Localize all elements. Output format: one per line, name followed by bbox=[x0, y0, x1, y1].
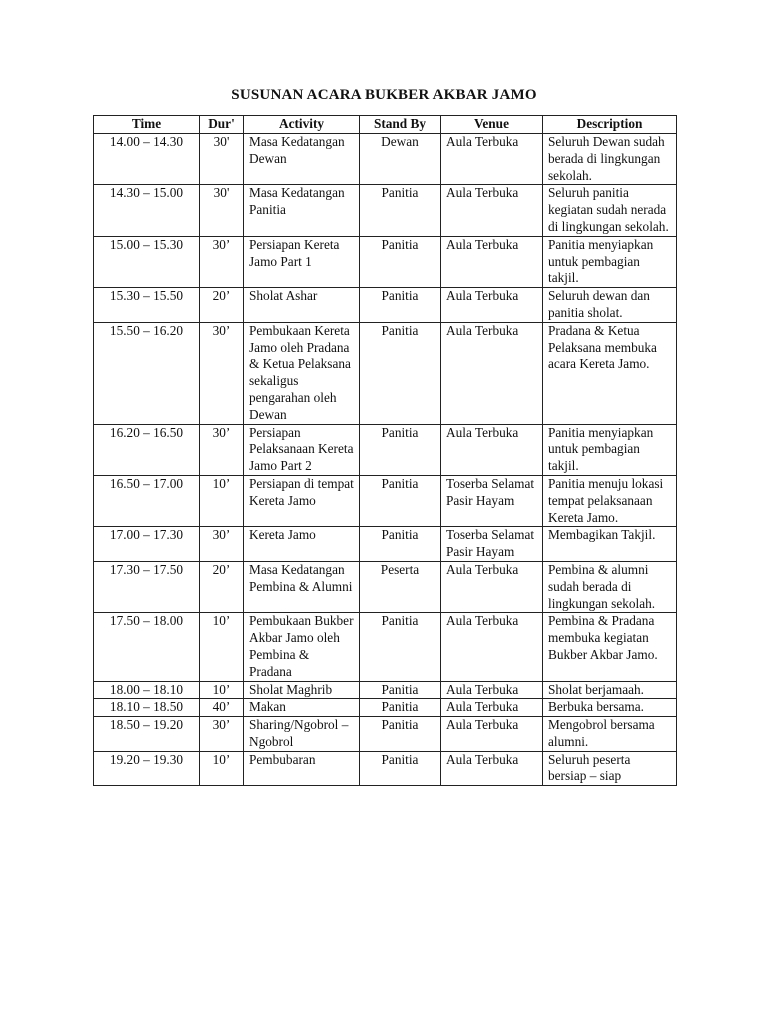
cell-stand-by: Panitia bbox=[360, 717, 441, 752]
cell-stand-by: Panitia bbox=[360, 699, 441, 717]
cell-activity: Kereta Jamo bbox=[244, 527, 360, 562]
cell-description: Mengobrol bersama alumni. bbox=[543, 717, 677, 752]
cell-venue: Aula Terbuka bbox=[441, 236, 543, 287]
cell-activity: Pembubaran bbox=[244, 751, 360, 786]
cell-stand-by: Panitia bbox=[360, 185, 441, 236]
cell-stand-by: Panitia bbox=[360, 527, 441, 562]
cell-time: 14.30 – 15.00 bbox=[94, 185, 200, 236]
table-row bbox=[94, 288, 677, 323]
cell-time: 16.50 – 17.00 bbox=[94, 475, 200, 526]
cell-duration: 20’ bbox=[200, 288, 244, 323]
cell-activity: Masa Kedatangan Pembina & Alumni bbox=[244, 561, 360, 612]
cell-time: 17.30 – 17.50 bbox=[94, 561, 200, 612]
cell-stand-by: Panitia bbox=[360, 288, 441, 323]
cell-venue: Aula Terbuka bbox=[441, 424, 543, 475]
table-row bbox=[94, 475, 677, 526]
cell-description: Seluruh panitia kegiatan sudah nerada di lingkungan sekolah. bbox=[543, 185, 677, 236]
cell-venue: Toserba Selamat Pasir Hayam bbox=[441, 527, 543, 562]
header-time: Time bbox=[94, 116, 200, 134]
table-row bbox=[94, 236, 677, 287]
cell-stand-by: Panitia bbox=[360, 751, 441, 786]
cell-description: Seluruh peserta bersiap – siap bbox=[543, 751, 677, 786]
cell-venue: Aula Terbuka bbox=[441, 681, 543, 699]
cell-description: Seluruh Dewan sudah berada di lingkungan sekolah. bbox=[543, 134, 677, 185]
table-row bbox=[94, 751, 677, 786]
table-row bbox=[94, 699, 677, 717]
table-row bbox=[94, 717, 677, 752]
cell-time: 15.00 – 15.30 bbox=[94, 236, 200, 287]
cell-activity: Masa Kedatangan Panitia bbox=[244, 185, 360, 236]
cell-duration: 30' bbox=[200, 134, 244, 185]
cell-stand-by: Panitia bbox=[360, 475, 441, 526]
cell-description: Pembina & alumni sudah berada di lingkungan sekolah. bbox=[543, 561, 677, 612]
cell-time: 18.50 – 19.20 bbox=[94, 717, 200, 752]
cell-stand-by: Peserta bbox=[360, 561, 441, 612]
cell-time: 17.50 – 18.00 bbox=[94, 613, 200, 681]
table-row bbox=[94, 185, 677, 236]
cell-description: Panitia menyiapkan untuk pembagian takjil. bbox=[543, 236, 677, 287]
cell-activity: Persiapan Pelaksanaan Kereta Jamo Part 2 bbox=[244, 424, 360, 475]
cell-duration: 30' bbox=[200, 185, 244, 236]
cell-description: Berbuka bersama. bbox=[543, 699, 677, 717]
cell-stand-by: Panitia bbox=[360, 681, 441, 699]
cell-duration: 30’ bbox=[200, 424, 244, 475]
cell-duration: 20’ bbox=[200, 561, 244, 612]
table-row bbox=[94, 561, 677, 612]
cell-venue: Aula Terbuka bbox=[441, 751, 543, 786]
cell-duration: 40’ bbox=[200, 699, 244, 717]
cell-time: 19.20 – 19.30 bbox=[94, 751, 200, 786]
cell-description: Pembina & Pradana membuka kegiatan Bukber Akbar Jamo. bbox=[543, 613, 677, 681]
cell-activity: Pembukaan Bukber Akbar Jamo oleh Pembina & Pradana bbox=[244, 613, 360, 681]
cell-description: Membagikan Takjil. bbox=[543, 527, 677, 562]
document-title: SUSUNAN ACARA BUKBER AKBAR JAMO bbox=[231, 87, 537, 103]
cell-activity: Sholat Maghrib bbox=[244, 681, 360, 699]
cell-duration: 30’ bbox=[200, 322, 244, 424]
table-row bbox=[94, 134, 677, 185]
header-duration: Dur' bbox=[200, 116, 244, 134]
cell-description: Seluruh dewan dan panitia sholat. bbox=[543, 288, 677, 323]
header-venue: Venue bbox=[441, 116, 543, 134]
cell-duration: 30’ bbox=[200, 236, 244, 287]
cell-activity: Pembukaan Kereta Jamo oleh Pradana & Ketua Pelaksana sekaligus pengarahan oleh Dewan bbox=[244, 322, 360, 424]
cell-time: 16.20 – 16.50 bbox=[94, 424, 200, 475]
cell-venue: Aula Terbuka bbox=[441, 134, 543, 185]
table-row bbox=[94, 322, 677, 424]
cell-venue: Aula Terbuka bbox=[441, 288, 543, 323]
cell-stand-by: Panitia bbox=[360, 322, 441, 424]
cell-time: 15.30 – 15.50 bbox=[94, 288, 200, 323]
cell-stand-by: Panitia bbox=[360, 424, 441, 475]
table-row bbox=[94, 424, 677, 475]
cell-duration: 10’ bbox=[200, 475, 244, 526]
cell-stand-by: Panitia bbox=[360, 236, 441, 287]
cell-venue: Aula Terbuka bbox=[441, 322, 543, 424]
cell-activity: Sharing/Ngobrol – Ngobrol bbox=[244, 717, 360, 752]
cell-description: Panitia menyiapkan untuk pembagian takjil. bbox=[543, 424, 677, 475]
table-row bbox=[94, 527, 677, 562]
header-activity: Activity bbox=[244, 116, 360, 134]
cell-duration: 10’ bbox=[200, 751, 244, 786]
cell-activity: Sholat Ashar bbox=[244, 288, 360, 323]
cell-duration: 30’ bbox=[200, 717, 244, 752]
cell-activity: Persiapan Kereta Jamo Part 1 bbox=[244, 236, 360, 287]
cell-stand-by: Dewan bbox=[360, 134, 441, 185]
cell-duration: 10’ bbox=[200, 613, 244, 681]
cell-stand-by: Panitia bbox=[360, 613, 441, 681]
schedule-table bbox=[93, 115, 677, 786]
cell-venue: Aula Terbuka bbox=[441, 561, 543, 612]
table-row bbox=[94, 613, 677, 681]
header-description: Description bbox=[543, 116, 677, 134]
cell-time: 18.00 – 18.10 bbox=[94, 681, 200, 699]
cell-time: 14.00 – 14.30 bbox=[94, 134, 200, 185]
cell-venue: Aula Terbuka bbox=[441, 613, 543, 681]
cell-time: 15.50 – 16.20 bbox=[94, 322, 200, 424]
cell-time: 17.00 – 17.30 bbox=[94, 527, 200, 562]
cell-description: Pradana & Ketua Pelaksana membuka acara Kereta Jamo. bbox=[543, 322, 677, 424]
cell-time: 18.10 – 18.50 bbox=[94, 699, 200, 717]
cell-duration: 10’ bbox=[200, 681, 244, 699]
cell-activity: Persiapan di tempat Kereta Jamo bbox=[244, 475, 360, 526]
cell-venue: Toserba Selamat Pasir Hayam bbox=[441, 475, 543, 526]
table-row bbox=[94, 681, 677, 699]
cell-description: Panitia menuju lokasi tempat pelaksanaan Kereta Jamo. bbox=[543, 475, 677, 526]
cell-activity: Makan bbox=[244, 699, 360, 717]
cell-venue: Aula Terbuka bbox=[441, 717, 543, 752]
cell-venue: Aula Terbuka bbox=[441, 185, 543, 236]
cell-venue: Aula Terbuka bbox=[441, 699, 543, 717]
header-stand-by: Stand By bbox=[360, 116, 441, 134]
cell-activity: Masa Kedatangan Dewan bbox=[244, 134, 360, 185]
cell-description: Sholat berjamaah. bbox=[543, 681, 677, 699]
cell-duration: 30’ bbox=[200, 527, 244, 562]
table-header-row bbox=[94, 116, 677, 134]
